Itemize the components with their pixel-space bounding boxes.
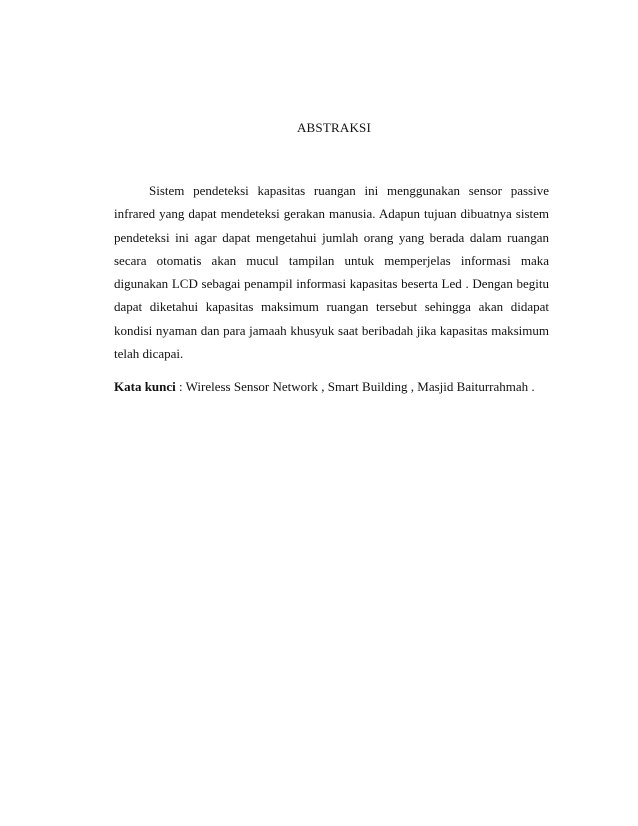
keywords-text: : Wireless Sensor Network , Smart Building , Masjid Baiturrahmah . bbox=[175, 379, 535, 394]
keywords-label: Kata kunci bbox=[114, 379, 176, 394]
abstract-paragraph: Sistem pendeteksi kapasitas ruangan ini menggunakan sensor passive infrared yang dapat mendeteksi gerakan manusia. Adapun tujuan dibuatnya sistem pendeteksi ini agar dapat mengetahui jumlah orang yang berada dalam ruangan secara otomatis akan mucul tampilan untuk memperjelas informasi maka digunakan LCD sebagai penampil informasi kapasitas beserta Led . Dengan begitu dapat diketahui kapasitas maksimum ruangan tersebut sehingga akan didapat kondisi nyaman dan para jamaah khusyuk saat beribadah jika kapasitas maksimum telah dicapai. bbox=[114, 183, 549, 362]
keywords-line bbox=[114, 379, 554, 395]
page-title: ABSTRAKSI bbox=[296, 120, 372, 135]
